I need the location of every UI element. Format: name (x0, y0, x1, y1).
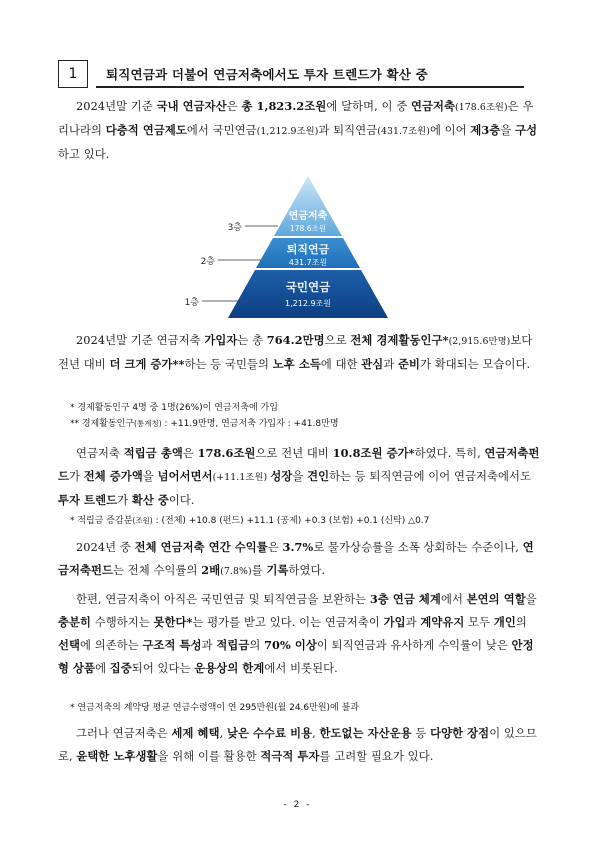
tier3-value: 178.6조원 (290, 224, 326, 233)
section-heading (58, 60, 524, 88)
tier1-value: 1,212.9조원 (285, 299, 331, 308)
pension-pyramid-diagram (182, 172, 418, 320)
tier2-value: 431.7조원 (288, 258, 328, 267)
tier1-name: 국민연금 (285, 280, 331, 294)
tier1-label: 1층 (184, 298, 199, 308)
tier2-label: 2층 (200, 257, 215, 267)
tier1-block (228, 270, 388, 318)
footnotes-subscribers (70, 401, 540, 432)
paragraph-limitations: 한편, 연금저축이 아직은 국민연금 및 퇴직연금을 보완하는 3층 연금 체계에서 본연의 역할을 충분히 수행하지는 못한다*는 평가를 받고 있다. 이는 연금저축이 가입과 계약유지 모두 개인의 선택에 의존하는 구조적 특성과 적립금의 70% 이상이 퇴직연금과 유사하게 수익률이 낮은 안정형 상품에 집중되어 있다는 운용상의 한계에서 비롯된다. (58, 592, 537, 675)
paragraph-subscribers: 2024년말 기준 연금저축 가입자는 총 764.2만명으로 전체 경제활동인구*(2,915.6만명)보다 전년 대비 더 크게 증가**하는 등 국민들의 노후 소득에 대한 관심과 준비가 확대되는 모습이다. (58, 333, 533, 371)
tier3-name: 연금저축 (288, 211, 328, 222)
page-number: - 2 - (283, 800, 312, 810)
paragraph-pension-assets: 2024년말 기준 국내 연금자산은 총 1,823.2조원에 달하며, 이 중 연금저축(178.6조원)은 우리나라의 다층적 연금제도에서 국민연금(1,212.9조원)과 퇴직연금(431.7조원)에 이어 제3층을 구성하고 있다. (58, 99, 538, 161)
section-title: 퇴직연금과 더불어 연금저축에서도 투자 트렌드가 확산 중 (96, 60, 524, 88)
tier2-name: 퇴직연금 (286, 243, 330, 256)
footnote: ** 경제활동인구(통계청) : +11.9만명, 연금저축 가입자 : +41.8만명 (70, 419, 339, 429)
footnotes-limitations (70, 701, 540, 716)
footnote: * 적립금 증감분(조원) : (전체) +10.8 (펀드) +11.1 (공제) +0.3 (보험) +0.1 (신탁) △0.7 (70, 516, 430, 526)
footnotes-reserve (70, 513, 540, 529)
footnote: * 경제활동인구 4명 중 1명(26%)이 연금저축에 가입 (70, 403, 278, 413)
paragraph-returns: 2024년 중 전체 연금저축 연간 수익률은 3.7%로 물가상승률을 소폭 상회하는 수준이나, 연금저축펀드는 전체 수익률의 2배(7.8%)를 기록하였다. (58, 540, 534, 577)
paragraph-reserve-total: 연금저축 적립금 총액은 178.6조원으로 전년 대비 10.8조원 증가*하였다. 특히, 연금저축펀드가 전체 증가액을 넘어서면서(+11.1조원) 성장을 견인하는 등 퇴직연금에 이어 연금저축에서도 투자 트렌드가 확산 중이다. (58, 446, 540, 507)
paragraph-conclusion: 그러나 연금저축은 세제 혜택, 낮은 수수료 비용, 한도없는 자산운용 등 다양한 장점이 있으므로, 윤택한 노후생활을 위해 이를 활용한 적극적 투자를 고려할 필요가 있다. (58, 726, 537, 763)
section-number: 1 (58, 60, 88, 88)
footnote: * 연금저축의 계약당 평균 연금수령액이 연 295만원(월 24.6만원)에 불과 (70, 703, 359, 713)
tier3-label: 3층 (227, 223, 242, 233)
